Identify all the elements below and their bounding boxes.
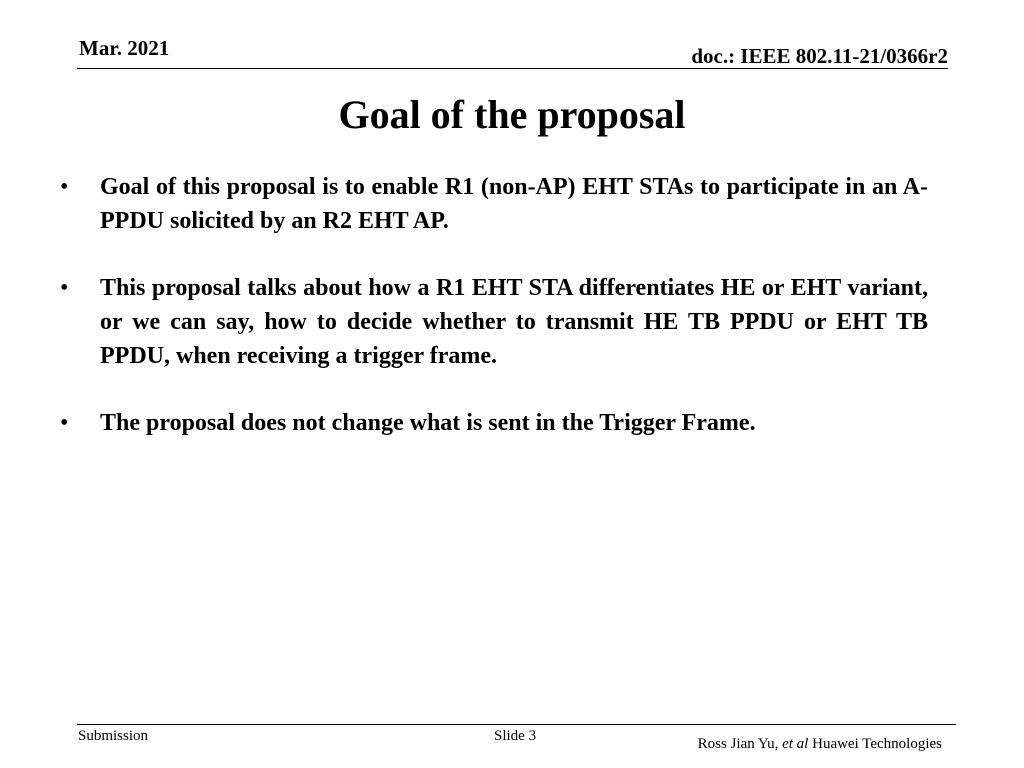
slide-title: Goal of the proposal [338, 92, 686, 137]
bullet-marker: • [60, 275, 69, 301]
bullet-item [60, 170, 928, 238]
bullet-marker: • [60, 174, 69, 200]
bullet-text: The proposal does not change what is sent in the Trigger Frame. [100, 410, 756, 436]
footer-author-name: Ross Jian Yu, [697, 736, 783, 752]
header-divider [77, 68, 948, 69]
bullet-list [60, 170, 928, 473]
footer-author [698, 737, 942, 752]
footer-slide-number: Slide 3 [494, 728, 537, 744]
bullet-text: Goal of this proposal is to enable R1 (non-AP) EHT STAs to participate in an A-PPDU solicited by an R2 EHT AP. [100, 174, 928, 234]
header-doc-id: doc.: IEEE 802.11-21/0366r2 [691, 44, 948, 68]
footer-author-etal: et al [782, 736, 809, 752]
footer-author-org: Huawei Technologies [808, 736, 942, 752]
footer-divider [77, 724, 956, 725]
bullet-text: This proposal talks about how a R1 EHT STA differentiates HE or EHT variant, or we can say, how to decide whether to transmit HE TB PPDU or EHT TB PPDU, when receiving a trigger frame. [100, 275, 928, 369]
header-date: Mar. 2021 [79, 36, 170, 60]
bullet-marker: • [60, 410, 69, 436]
footer-submission: Submission [78, 728, 149, 744]
bullet-item [60, 271, 928, 373]
bullet-item [60, 406, 928, 440]
